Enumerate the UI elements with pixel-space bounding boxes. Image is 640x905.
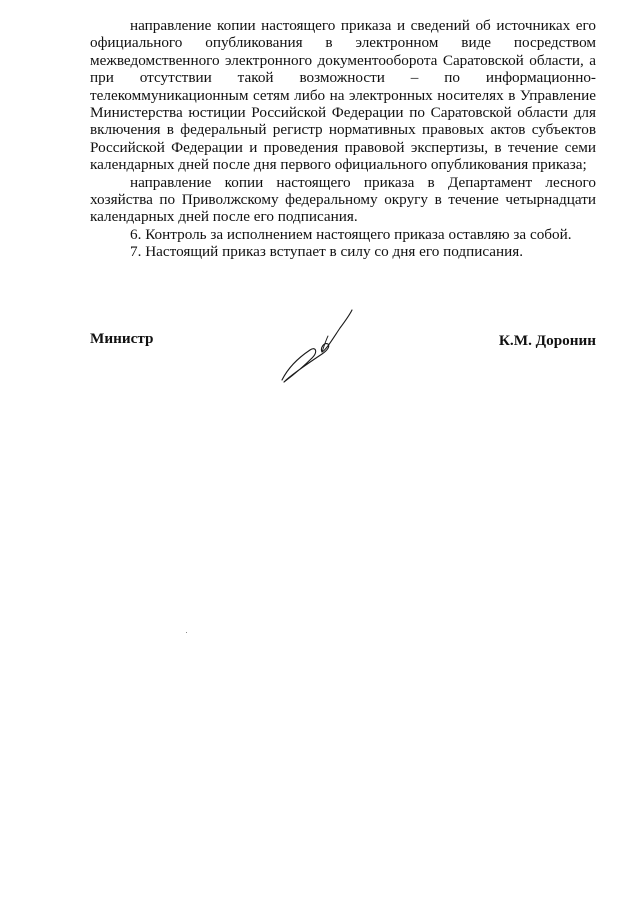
paragraph-registry-submission: направление копии настоящего приказа и сведений об источниках его официального опубликования в электронном виде посредством межведомственного электронного документооборота Саратовской области, а при отсутствии такой возможности – по информационно-телекоммуникационным сетям либо на электронных носителях в Управление Министерства юстиции Российской Федерации по Саратовской области для включения в федеральный регистр нормативных правовых актов субъектов Российской Федерации и проведения правовой экспертизы, в течение семи календарных дней после дня первого официального опубликования приказа; (90, 17, 596, 174)
paragraph-control-clause: 6. Контроль за исполнением настоящего приказа оставляю за собой. (130, 225, 572, 243)
signatory-name: К.М. Доронин (498, 332, 596, 349)
paragraph-effective-date: 7. Настоящий приказ вступает в силу со дня его подписания. (130, 243, 524, 261)
handwritten-signature (270, 306, 380, 386)
document-body (90, 17, 596, 261)
signatory-title: Министр (90, 330, 154, 347)
signature-block (90, 330, 596, 390)
scan-speck (186, 632, 187, 633)
paragraph-forestry-department: направление копии настоящего приказа в Департамент лесного хозяйства по Приволжскому федеральному округу в течение четырнадцати календарных дней после его подписания. (90, 173, 596, 226)
